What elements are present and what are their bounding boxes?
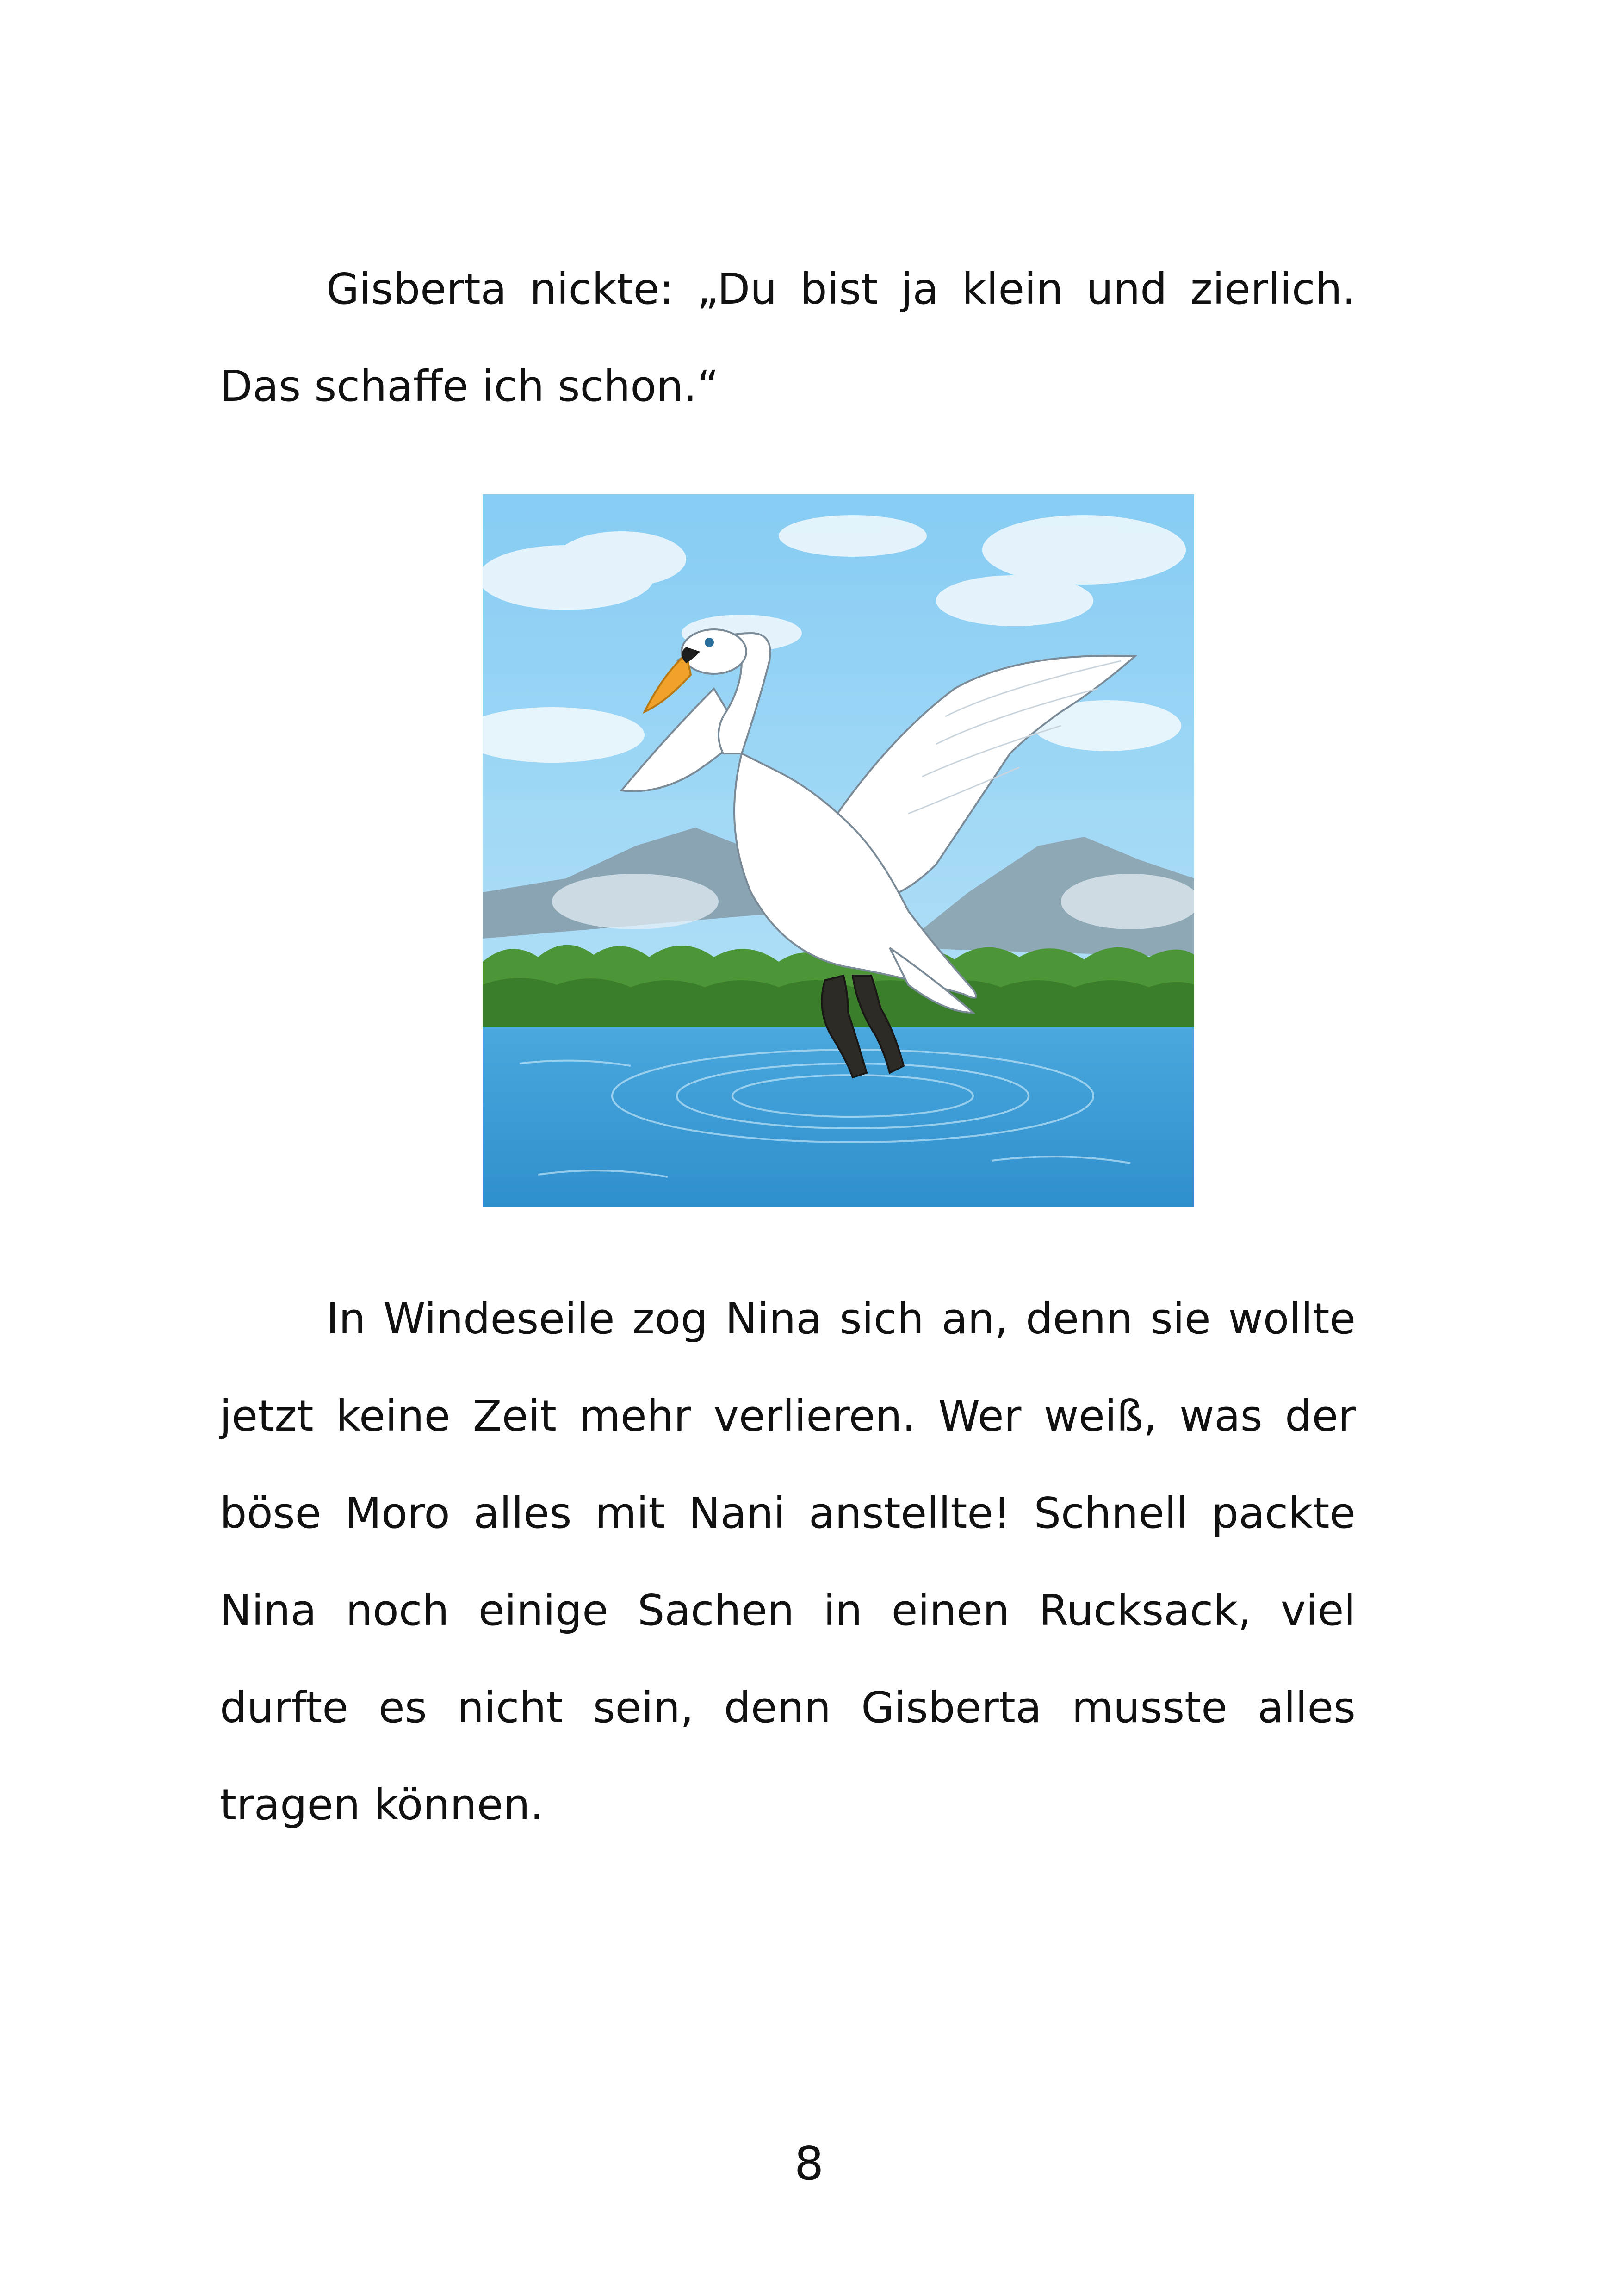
page-number: 8 <box>794 2136 824 2190</box>
swan-eye <box>705 638 714 647</box>
story-paragraph-2: In Windeseile zog Nina sich an, denn sie wollte jetzt keine Zeit mehr verlieren. Wer weiß, was der böse Moro alles mit Nani anstellte! Schnell packte Nina noch einige Sachen in einen Rucksack, viel durfte es nicht sein, denn Gisberta musste alles tragen können. <box>220 1294 1356 1829</box>
swan-illustration <box>483 494 1194 1207</box>
story-paragraph-1: Gisberta nickte: „Du bist ja klein und zierlich. Das schaffe ich schon.“ <box>220 264 1356 411</box>
swan-scene-svg <box>483 494 1194 1207</box>
